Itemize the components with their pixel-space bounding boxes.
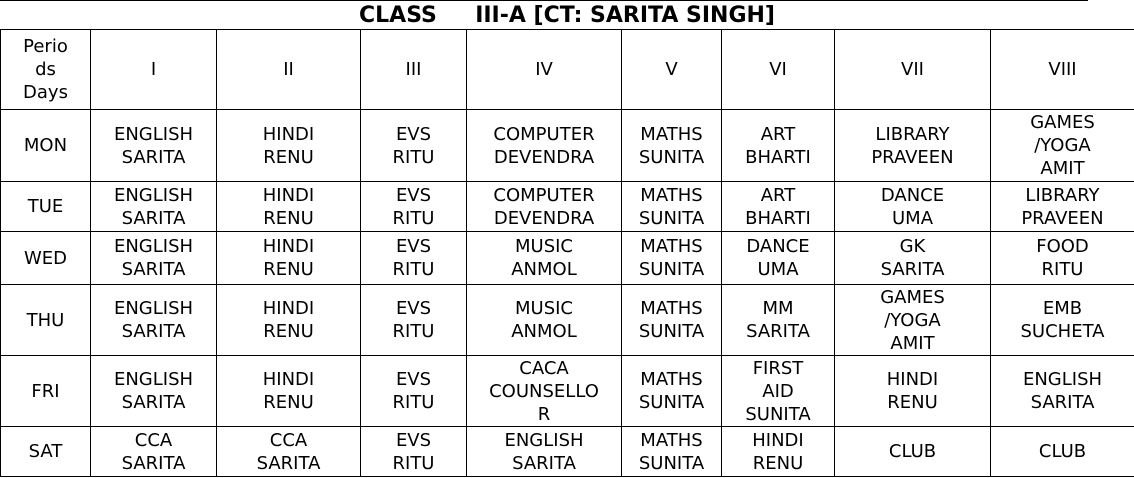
cell-line: COMPUTER <box>493 184 595 206</box>
cell-line: PRAVEEN <box>1021 207 1104 229</box>
schedule-cell <box>991 110 1134 182</box>
cell-line: MATHS <box>640 369 703 390</box>
cell-line: HINDI <box>262 369 315 390</box>
schedule-cell <box>361 285 467 356</box>
schedule-cell <box>622 182 722 232</box>
cell-line: EVS <box>395 236 432 257</box>
cell-line: GAMES <box>880 286 945 308</box>
cell-line: MUSIC <box>514 298 573 319</box>
period-header: II <box>217 30 361 110</box>
day-cell: WED <box>1 232 91 285</box>
cell-line: EMB <box>1042 298 1083 319</box>
schedule-cell <box>91 285 217 356</box>
cell-line: RITU <box>392 146 435 168</box>
cell-line: MM <box>762 298 794 319</box>
cell-line: EVS <box>395 123 432 145</box>
cell-line: EVS <box>395 184 432 206</box>
corner-line: ds <box>35 59 56 80</box>
cell-line: RENU <box>887 392 938 413</box>
cell-line: DEVENDRA <box>493 146 595 168</box>
cell-line: SARITA <box>121 146 186 168</box>
schedule-cell <box>722 356 835 427</box>
schedule-cell <box>361 182 467 232</box>
cell-line: SARITA <box>1030 392 1095 413</box>
schedule-cell <box>217 427 361 477</box>
corner-line: Days <box>23 82 68 103</box>
cell-line: MUSIC <box>514 236 573 257</box>
schedule-cell <box>91 232 217 285</box>
cell-line: HINDI <box>262 123 315 145</box>
cell-line: COUNSELLO <box>489 380 599 402</box>
cell-line: UMA <box>891 207 934 229</box>
cell-line: RENU <box>752 452 804 474</box>
cell-line: RITU <box>1041 259 1084 280</box>
cell-line: ENGLISH <box>113 369 194 390</box>
cell-line: RITU <box>392 392 435 413</box>
schedule-cell <box>835 285 991 356</box>
schedule-cell <box>991 427 1134 477</box>
cell-line: CACA <box>519 357 569 379</box>
cell-line: ART <box>760 123 796 145</box>
cell-line: SUNITA <box>638 392 705 413</box>
schedule-cell <box>991 356 1134 427</box>
schedule-cell <box>622 356 722 427</box>
cell-line: ENGLISH <box>1022 369 1103 390</box>
cell-line: CCA <box>269 429 308 451</box>
cell-line: BHARTI <box>745 207 811 229</box>
page-title: CLASS III-A [CT: SARITA SINGH] <box>359 3 775 28</box>
cell-line: SUNITA <box>745 403 811 425</box>
cell-line: CLUB <box>1038 441 1087 462</box>
cell-line: LIBRARY <box>1025 184 1100 206</box>
cell-line: MATHS <box>640 236 703 257</box>
cell-line: HINDI <box>262 184 315 206</box>
cell-line: ENGLISH <box>113 184 194 206</box>
cell-line: EVS <box>395 369 432 390</box>
schedule-cell <box>217 356 361 427</box>
table-row <box>1 356 1134 427</box>
schedule-cell <box>467 285 622 356</box>
schedule-cell <box>991 182 1134 232</box>
cell-line: RENU <box>263 259 314 280</box>
cell-line: SARITA <box>121 207 186 229</box>
cell-line: FIRST <box>752 357 804 379</box>
top-rule <box>0 0 1088 1</box>
period-header: VII <box>835 30 991 110</box>
cell-line: ENGLISH <box>113 123 194 145</box>
cell-line: SARITA <box>121 321 186 342</box>
schedule-cell <box>622 285 722 356</box>
cell-line: HINDI <box>262 298 315 319</box>
cell-line: MATHS <box>640 184 703 206</box>
schedule-cell <box>835 427 991 477</box>
cell-line: EVS <box>395 298 432 319</box>
cell-line: SUNITA <box>638 259 705 280</box>
cell-line: AMIT <box>1040 158 1085 179</box>
cell-line: DANCE <box>880 184 945 206</box>
schedule-cell <box>361 110 467 182</box>
cell-line: UMA <box>757 259 799 280</box>
day-cell: SAT <box>1 427 91 477</box>
cell-line: ANMOL <box>511 321 577 342</box>
schedule-cell <box>467 356 622 427</box>
cell-line: RENU <box>263 321 314 342</box>
schedule-cell <box>361 356 467 427</box>
schedule-cell <box>622 232 722 285</box>
cell-line: ART <box>760 184 796 206</box>
table-row <box>1 182 1134 232</box>
cell-line: RENU <box>263 392 314 413</box>
schedule-cell <box>217 285 361 356</box>
cell-line: BHARTI <box>745 146 811 168</box>
cell-line: SARITA <box>256 452 321 474</box>
cell-line: COMPUTER <box>493 123 595 145</box>
cell-line: AID <box>762 380 794 402</box>
period-header: V <box>622 30 722 110</box>
schedule-cell <box>991 232 1134 285</box>
schedule-cell <box>361 427 467 477</box>
cell-line: CCA <box>134 429 173 451</box>
day-cell: MON <box>1 110 91 182</box>
cell-line: SUCHETA <box>1020 321 1105 342</box>
schedule-cell <box>467 182 622 232</box>
cell-line: ENGLISH <box>504 429 584 451</box>
cell-line: RITU <box>392 207 435 229</box>
cell-line: ANMOL <box>511 259 577 280</box>
schedule-cell <box>91 110 217 182</box>
cell-line: EVS <box>395 429 432 451</box>
cell-line: MATHS <box>640 429 703 451</box>
schedule-cell <box>361 232 467 285</box>
cell-line: SARITA <box>880 259 945 280</box>
schedule-cell <box>467 110 622 182</box>
cell-line: R <box>537 403 551 425</box>
schedule-cell <box>835 232 991 285</box>
schedule-cell <box>722 427 835 477</box>
schedule-cell <box>835 356 991 427</box>
cell-line: ENGLISH <box>113 236 194 257</box>
schedule-cell <box>91 427 217 477</box>
schedule-cell <box>722 285 835 356</box>
schedule-cell <box>91 356 217 427</box>
cell-line: SUNITA <box>638 452 705 474</box>
cell-line: ENGLISH <box>113 298 194 319</box>
cell-line: SARITA <box>121 392 186 413</box>
cell-line: GAMES <box>1030 112 1095 133</box>
cell-line: SARITA <box>746 321 810 342</box>
table-row <box>1 285 1134 356</box>
cell-line: SUNITA <box>638 207 705 229</box>
header-row <box>1 30 1134 110</box>
schedule-cell <box>217 110 361 182</box>
cell-line: CLUB <box>888 441 937 462</box>
schedule-cell <box>722 232 835 285</box>
table-row <box>1 427 1134 477</box>
cell-line: RITU <box>392 321 435 342</box>
schedule-cell <box>217 232 361 285</box>
day-cell: TUE <box>1 182 91 232</box>
schedule-cell <box>467 427 622 477</box>
cell-line: AMIT <box>890 332 935 354</box>
cell-line: DANCE <box>746 236 810 257</box>
cell-line: SUNITA <box>638 321 705 342</box>
schedule-cell <box>217 182 361 232</box>
schedule-cell <box>91 182 217 232</box>
cell-line: PRAVEEN <box>871 146 954 168</box>
timetable <box>0 29 1134 477</box>
table-row <box>1 232 1134 285</box>
cell-line: SARITA <box>121 259 186 280</box>
cell-line: MATHS <box>640 123 703 145</box>
cell-line: DEVENDRA <box>493 207 595 229</box>
day-cell: THU <box>1 285 91 356</box>
cell-line: FOOD <box>1036 236 1089 257</box>
cell-line: GK <box>899 236 926 257</box>
schedule-cell <box>622 110 722 182</box>
schedule-cell <box>835 110 991 182</box>
schedule-cell <box>835 182 991 232</box>
cell-line: LIBRARY <box>875 123 950 145</box>
schedule-cell <box>722 182 835 232</box>
schedule-cell <box>467 232 622 285</box>
cell-line: HINDI <box>262 236 315 257</box>
cell-line: HINDI <box>752 429 804 451</box>
period-header: I <box>91 30 217 110</box>
cell-line: SARITA <box>512 452 576 474</box>
cell-line: SARITA <box>121 452 186 474</box>
periods-days-header <box>1 30 91 110</box>
period-header: IV <box>467 30 622 110</box>
schedule-cell <box>722 110 835 182</box>
day-cell: FRI <box>1 356 91 427</box>
schedule-cell <box>622 427 722 477</box>
cell-line: MATHS <box>640 298 703 319</box>
schedule-cell <box>991 285 1134 356</box>
period-header: VI <box>722 30 835 110</box>
cell-line: HINDI <box>886 369 939 390</box>
cell-line: RENU <box>263 146 314 168</box>
cell-line: RENU <box>263 207 314 229</box>
cell-line: /YOGA <box>1034 135 1091 156</box>
cell-line: RITU <box>392 259 435 280</box>
cell-line: /YOGA <box>884 309 941 331</box>
corner-line: Perio <box>23 36 68 57</box>
period-header: III <box>361 30 467 110</box>
table-row <box>1 110 1134 182</box>
cell-line: SUNITA <box>638 146 705 168</box>
period-header: VIII <box>991 30 1134 110</box>
cell-line: RITU <box>392 452 435 474</box>
